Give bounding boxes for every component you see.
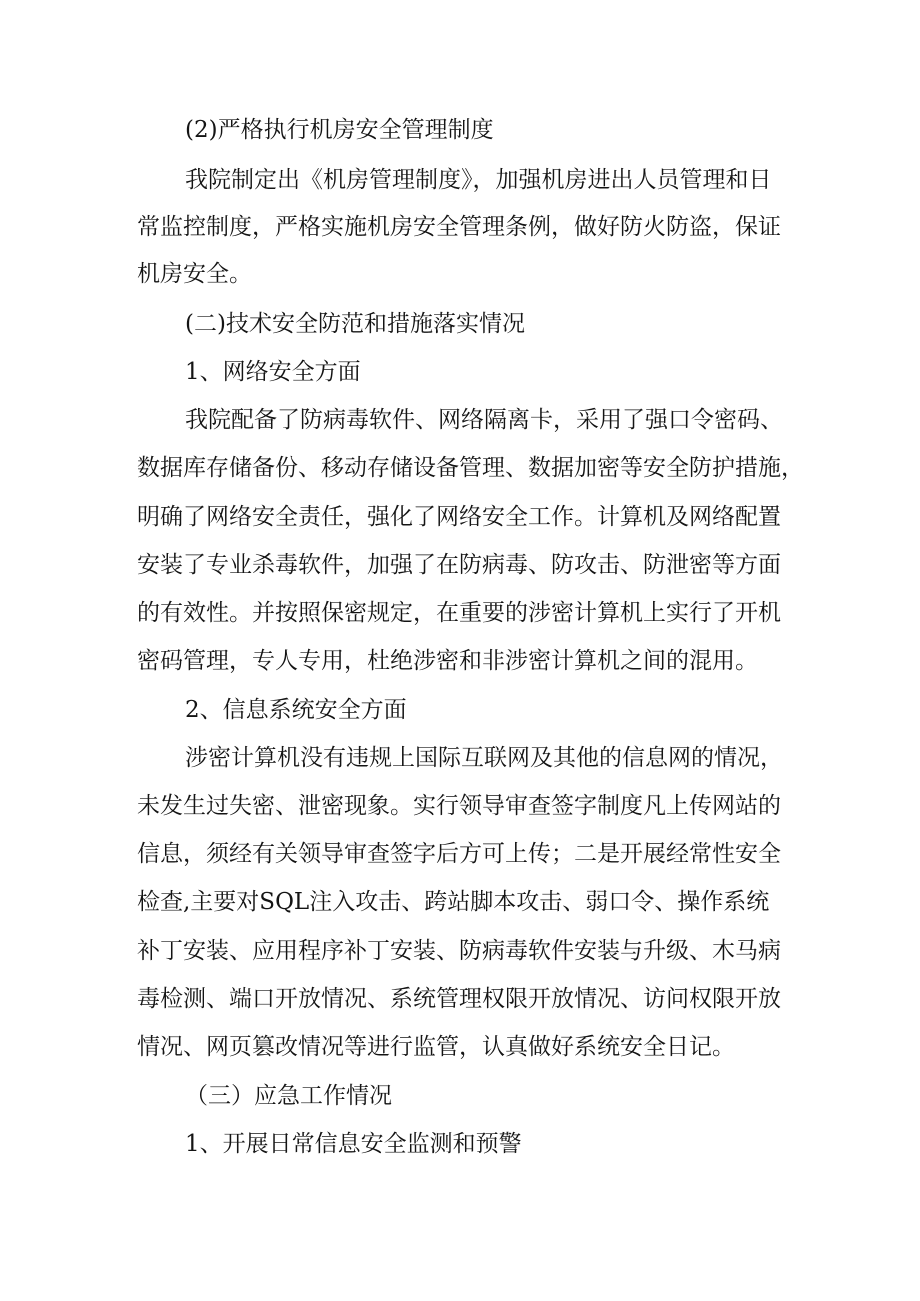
paragraph-line: 密码管理，专人专用，杜绝涉密和非涉密计算机之间的混用。 (137, 648, 758, 674)
paragraph-line: 数据库存储备份、移动存储设备管理、数据加密等安全防护措施， (137, 455, 804, 481)
subheading-machine-room-rules: (2)严格执行机房安全管理制度 (185, 117, 494, 143)
paragraph-line: 补丁安装、应用程序补丁安装、防病毒软件安装与升级、木马病 (137, 938, 781, 964)
paragraph-line: 我院制定出《机房管理制度》，加强机房进出人员管理和日 (185, 167, 772, 193)
subheading-information-system-security: 2、信息系统安全方面 (185, 697, 407, 723)
paragraph-line: 情况、网页篡改情况等进行监管，认真做好系统安全日记。 (137, 1034, 735, 1060)
section-heading-technical-security: (二)技术安全防范和措施落实情况 (185, 311, 525, 337)
section-heading-emergency-work: （三）应急工作情况 (185, 1083, 392, 1109)
paragraph-line: 常监控制度，严格实施机房安全管理条例，做好防火防盗，保证 (137, 214, 781, 240)
paragraph-line: 检查,主要对SQL注入攻击、跨站脚本攻击、弱口令、操作系统 (137, 889, 770, 915)
subheading-network-security: 1、网络安全方面 (185, 359, 361, 385)
paragraph-line: 的有效性。并按照保密规定，在重要的涉密计算机上实行了开机 (137, 600, 781, 626)
paragraph-line: 我院配备了防病毒软件、网络隔离卡，采用了强口令密码、 (185, 407, 783, 433)
paragraph-line: 信息，须经有关领导审查签字后方可上传；二是开展经常性安全 (137, 841, 781, 867)
paragraph-line: 明确了网络安全责任，强化了网络安全工作。计算机及网络配置 (137, 504, 781, 530)
paragraph-line: 涉密计算机没有违规上国际互联网及其他的信息网的情况， (185, 745, 783, 771)
paragraph-line: 未发生过失密、泄密现象。实行领导审查签字制度凡上传网站的 (137, 793, 781, 819)
paragraph-line: 机房安全。 (137, 261, 252, 287)
paragraph-line: 毒检测、端口开放情况、系统管理权限开放情况、访问权限开放 (137, 986, 781, 1012)
subheading-daily-monitoring: 1、开展日常信息安全监测和预警 (185, 1131, 522, 1157)
paragraph-line: 安装了专业杀毒软件，加强了在防病毒、防攻击、防泄密等方面 (137, 552, 781, 578)
